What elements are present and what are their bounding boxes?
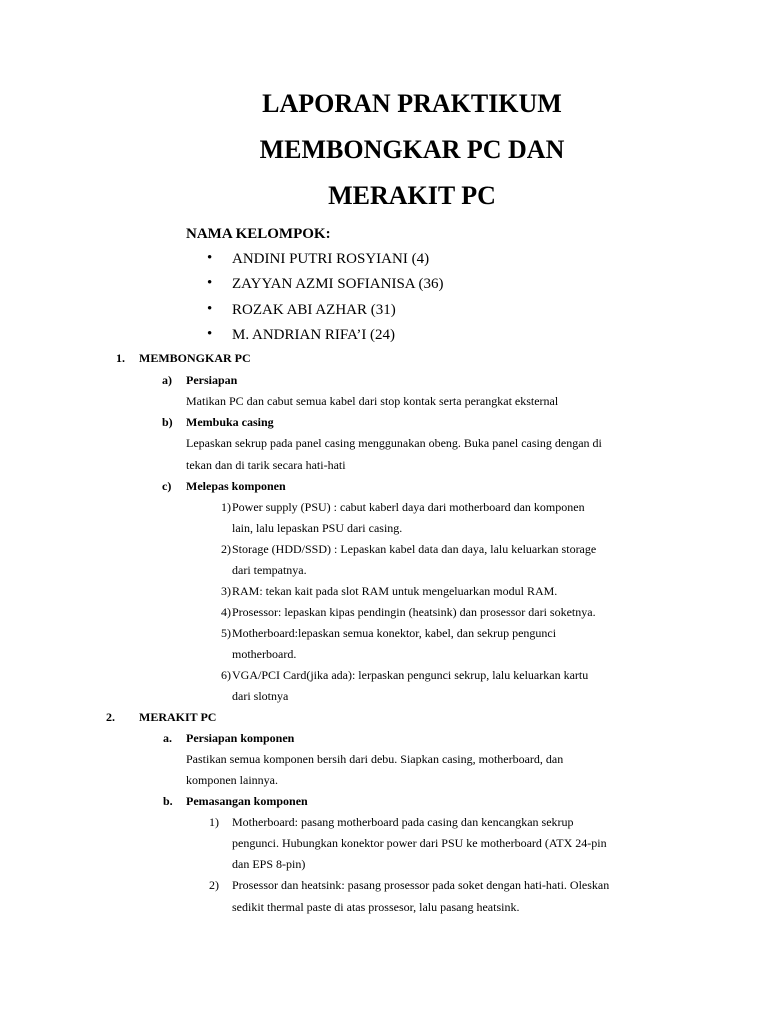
member-name: ZAYYAN AZMI SOFIANISA (36) xyxy=(232,276,444,292)
bullet-icon: • xyxy=(207,250,213,266)
step-text: VGA/PCI Card(jika ada): lerpaskan pengunci sekrup, lalu keluarkan kartu xyxy=(232,668,589,682)
step-number: 2) xyxy=(221,542,231,556)
paragraph-line: Lepaskan sekrup pada panel casing menggunakan obeng. Buka panel casing dengan di xyxy=(186,436,602,450)
subsection-marker: c) xyxy=(162,479,172,493)
step-text: pengunci. Hubungkan konektor power dari PSU ke motherboard (ATX 24-pin xyxy=(232,836,607,850)
step-text: sedikit thermal paste di atas prossesor, lalu pasang heatsink. xyxy=(232,900,520,914)
step-number: 4) xyxy=(221,605,231,619)
subsection-title: Persiapan komponen xyxy=(186,731,295,745)
step-text: Prosessor dan heatsink: pasang prosessor pada soket dengan hati-hati. Oleskan xyxy=(232,878,610,892)
member-name: ANDINI PUTRI ROSYIANI (4) xyxy=(232,251,430,267)
step-number: 5) xyxy=(221,626,231,640)
paragraph-line: komponen lainnya. xyxy=(186,773,278,787)
step-text: dan EPS 8-pin) xyxy=(232,857,306,871)
subsection-marker: b) xyxy=(162,415,173,429)
step-text: Prosessor: lepaskan kipas pendingin (heatsink) dan prosessor dari soketnya. xyxy=(232,605,596,619)
section-title: MERAKIT PC xyxy=(139,710,217,724)
step-text: lain, lalu lepaskan PSU dari casing. xyxy=(232,521,403,535)
step-number: 6) xyxy=(221,668,231,682)
bullet-icon: • xyxy=(207,275,213,291)
step-text: Power supply (PSU) : cabut kaberl daya dari motherboard dan komponen xyxy=(232,500,585,514)
section-title: MEMBONGKAR PC xyxy=(139,351,251,365)
step-text: dari tempatnya. xyxy=(232,563,307,577)
step-text: Storage (HDD/SSD) : Lepaskan kabel data dan daya, lalu keluarkan storage xyxy=(232,542,597,556)
subsection-title: Persiapan xyxy=(186,373,238,387)
paragraph-line: Pastikan semua komponen bersih dari debu. Siapkan casing, motherboard, dan xyxy=(186,752,564,766)
paragraph-line: Matikan PC dan cabut semua kabel dari stop kontak serta perangkat eksternal xyxy=(186,394,559,408)
member-name: M. ANDRIAN RIFA’I (24) xyxy=(232,327,396,343)
paragraph-line: tekan dan di tarik secara hati-hati xyxy=(186,458,346,472)
step-text: Motherboard:lepaskan semua konektor, kabel, dan sekrup pengunci xyxy=(232,626,557,640)
step-number: 1) xyxy=(221,500,231,514)
subsection-marker: a. xyxy=(163,731,172,745)
subsection-title: Membuka casing xyxy=(186,415,274,429)
section-number: 1. xyxy=(116,351,125,365)
section-number: 2. xyxy=(106,710,115,724)
step-text: motherboard. xyxy=(232,647,297,661)
subsection-marker: a) xyxy=(162,373,172,387)
bullet-icon: • xyxy=(207,301,213,317)
step-text: dari slotnya xyxy=(232,689,289,703)
step-text: Motherboard: pasang motherboard pada casing dan kencangkan sekrup xyxy=(232,815,574,829)
title-line-1: LAPORAN PRAKTIKUM xyxy=(262,89,562,118)
step-text: RAM: tekan kait pada slot RAM untuk mengeluarkan modul RAM. xyxy=(232,584,558,598)
group-heading: NAMA KELOMPOK: xyxy=(186,226,331,242)
title-line-3: MERAKIT PC xyxy=(328,181,496,210)
title-line-2: MEMBONGKAR PC DAN xyxy=(259,135,565,164)
step-number: 1) xyxy=(209,815,219,829)
member-name: ROZAK ABI AZHAR (31) xyxy=(232,302,396,318)
step-number: 3) xyxy=(221,584,231,598)
bullet-icon: • xyxy=(207,326,213,342)
subsection-title: Melepas komponen xyxy=(186,479,286,493)
step-number: 2) xyxy=(209,878,219,892)
subsection-marker: b. xyxy=(163,794,173,808)
subsection-title: Pemasangan komponen xyxy=(186,794,308,808)
